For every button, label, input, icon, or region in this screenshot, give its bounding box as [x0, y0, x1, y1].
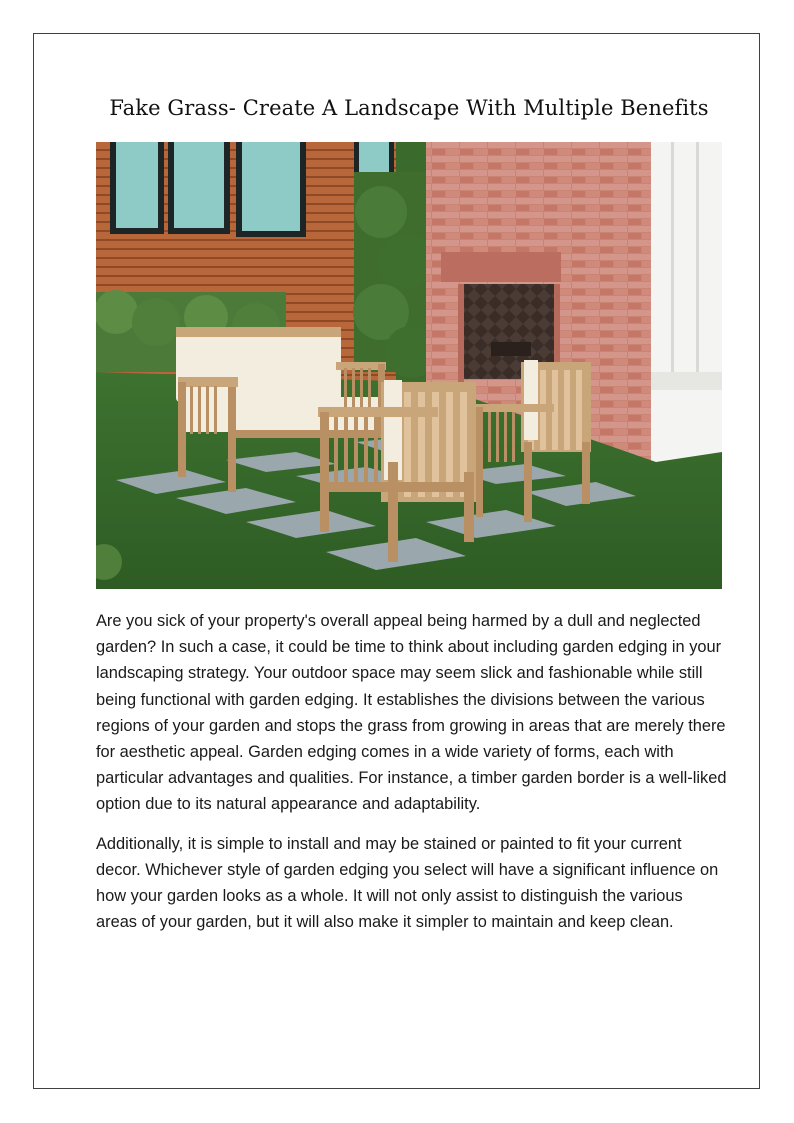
- article-body: [96, 608, 728, 948]
- garden-photo: [96, 142, 722, 589]
- page-title: Fake Grass- Create A Landscape With Multiple Benefits: [109, 96, 709, 120]
- paragraph-1: Are you sick of your property's overall appeal being harmed by a dull and neglected garden? In such a case, it could be time to think about including garden edging in your landscaping strategy. Your outdoor space may seem slick and fashionable while still being functional with garden edging. It establishes the divisions between the various regions of your garden and stops the grass from growing in areas that are merely there for aesthetic appeal. Garden edging comes in a wide variety of forms, each with particular advantages and qualities. For instance, a timber garden border is a well-liked option due to its natural appearance and adaptability.: [96, 612, 727, 814]
- paragraph-2: Additionally, it is simple to install and may be stained or painted to fit your current decor. Whichever style of garden edging you select will have a significant influence on how your garden looks as a whole. It will not only assist to distinguish the various areas of your garden, but it will also make it simpler to maintain and keep clean.: [96, 834, 719, 932]
- white-wall: [651, 142, 722, 482]
